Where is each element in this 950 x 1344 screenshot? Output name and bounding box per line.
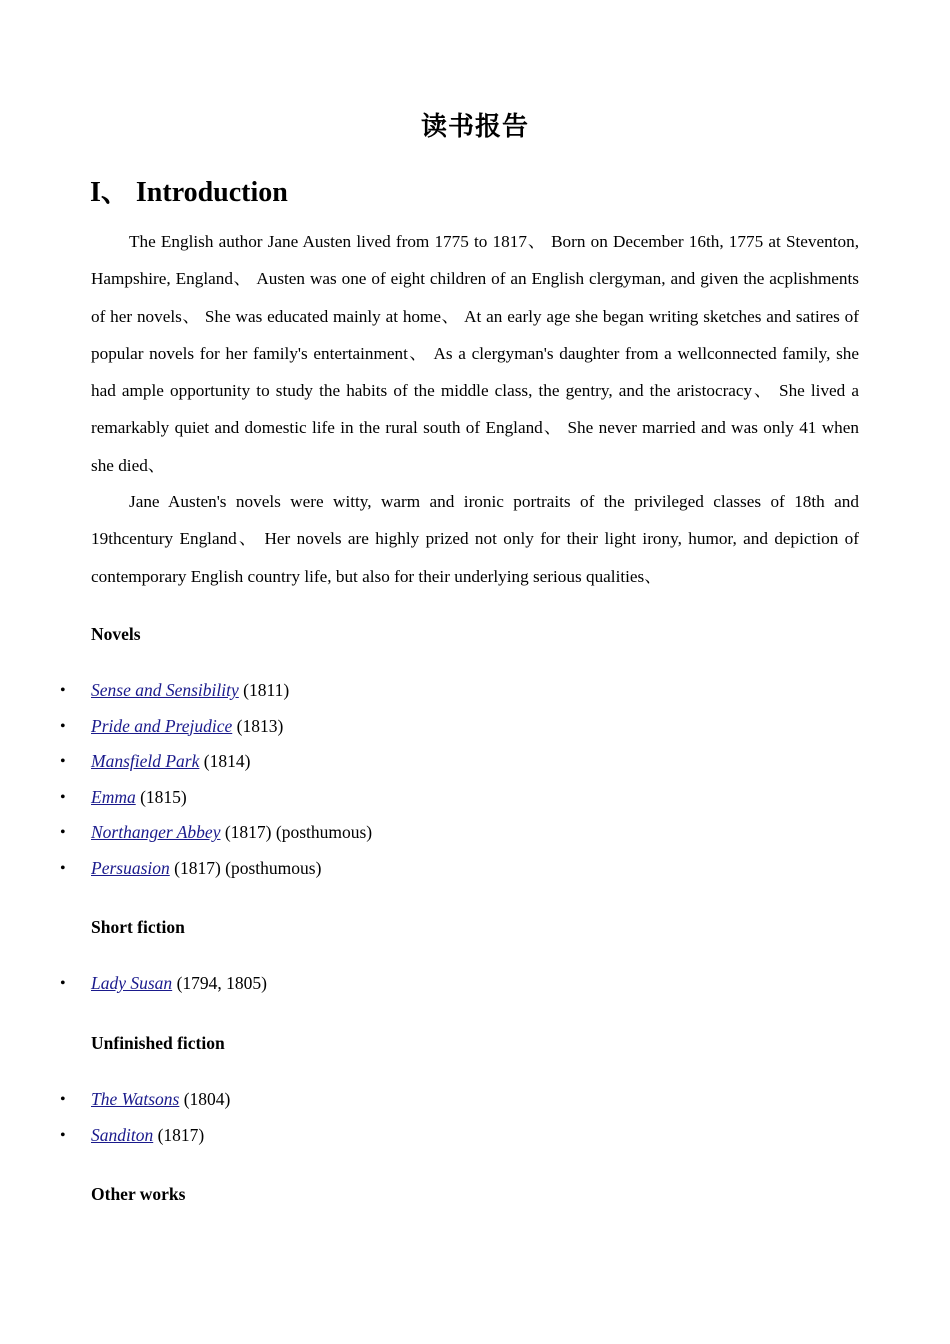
list-item [0, 966, 267, 1002]
list-item [0, 709, 372, 745]
work-year: (1817) (posthumous) [220, 822, 373, 842]
bullet: • [60, 1091, 66, 1108]
unfinished-fiction-heading: Unfinished fiction [91, 1033, 225, 1053]
work-link[interactable]: Sense and Sensibility [91, 680, 239, 700]
work-year: (1811) [238, 680, 290, 700]
short-fiction-heading: Short fiction [91, 917, 185, 937]
short-fiction-list [0, 966, 267, 1002]
work-year: (1814) [199, 751, 251, 771]
work-year: (1813) [232, 715, 284, 736]
page-title: 读书报告 [420, 112, 529, 142]
bullet: • [60, 717, 66, 735]
list-item [0, 1118, 230, 1154]
work-year: (1794, 1805) [172, 973, 267, 993]
list-item [0, 673, 372, 709]
novels-list [0, 673, 372, 886]
work-year: (1815) [135, 786, 187, 807]
list-item [0, 851, 372, 887]
work-link[interactable]: Northanger Abbey [91, 822, 221, 842]
work-link[interactable]: Persuasion [91, 857, 170, 878]
work-year: (1817) (posthumous) [169, 857, 322, 878]
work-link[interactable]: Emma [91, 786, 136, 807]
novels-heading: Novels [91, 624, 141, 644]
work-year: (1817) [153, 1124, 205, 1145]
list-item [0, 780, 372, 816]
unfinished-fiction-list [0, 1082, 230, 1153]
bullet: • [60, 788, 66, 806]
bullet: • [60, 753, 66, 770]
intro-paragraph-1: The English author Jane Austen lived from 1775 to 1817、 Born on December 16th, 1775 at Steventon, Hampshire, England、 Austen was one of eight children of an English clergyman, and given the acplishments of her novels、 She was educated mainly at home、 At an early age she began writing sketches and satires of popular novels for her family's entertainment、 As a clergyman's daughter from a wellconnected family, she had ample opportunity to study the habits of the middle class, the gentry, and the aristocracy、 She lived a remarkably quiet and domestic life in the rural south of England、 She never married and was only 41 when she died、 [91, 232, 859, 475]
bullet: • [60, 975, 66, 992]
intro-paragraph-2: Jane Austen's novels were witty, warm and ironic portraits of the privileged classes of 18th and 19thcentury England、 Her novels are highly prized not only for their light irony, humor, and depiction of contemporary English country life, but also for their underlying serious qualities、 [91, 492, 859, 586]
list-item [0, 744, 372, 780]
work-year: (1804) [179, 1089, 231, 1109]
list-item [0, 1082, 230, 1118]
bullet: • [60, 682, 66, 699]
work-link[interactable]: Pride and Prejudice [91, 715, 233, 736]
work-link[interactable]: Sanditon [91, 1124, 154, 1145]
bullet: • [60, 859, 66, 877]
bullet: • [60, 824, 66, 841]
work-link[interactable]: The Watsons [91, 1089, 180, 1109]
section-heading: I、 Introduction [90, 177, 288, 208]
bullet: • [60, 1126, 66, 1144]
list-item [0, 815, 372, 851]
work-link[interactable]: Lady Susan [91, 973, 173, 993]
work-link[interactable]: Mansfield Park [91, 751, 200, 771]
other-works-heading: Other works [91, 1184, 186, 1204]
